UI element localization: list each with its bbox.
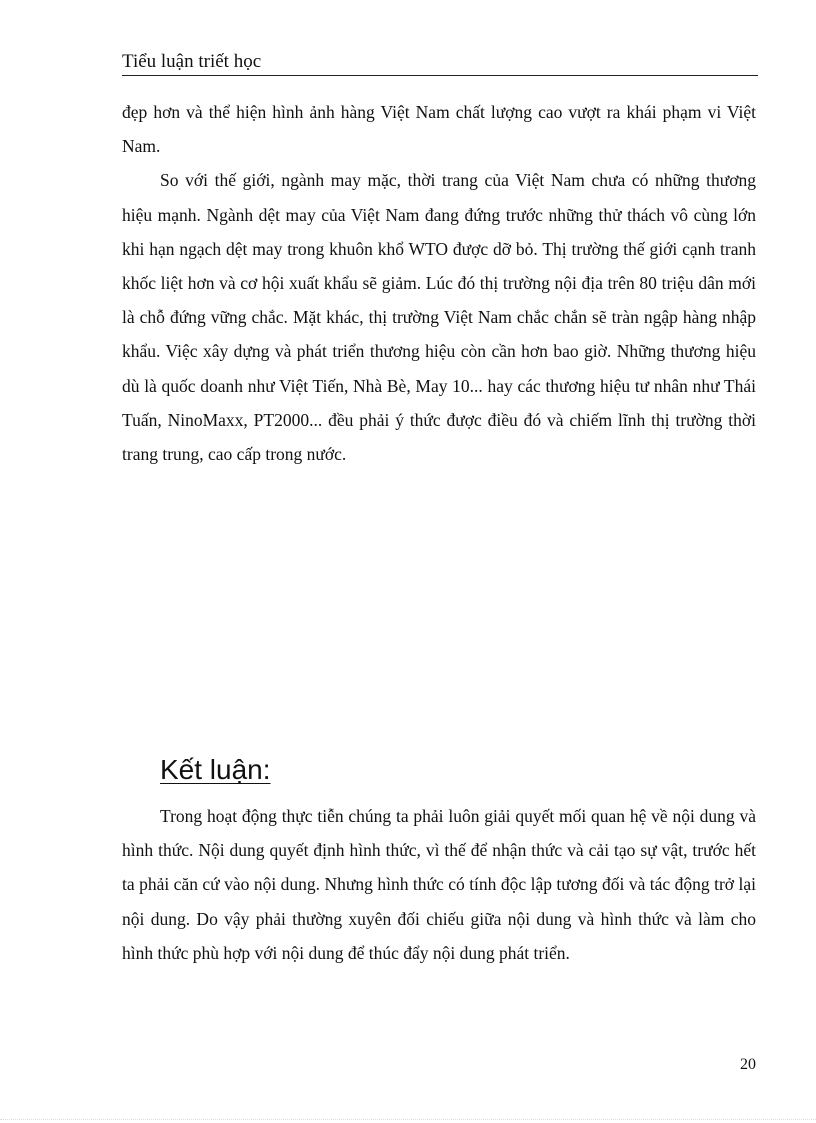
running-header [122,50,758,76]
paragraph: Trong hoạt động thực tiễn chúng ta phải luôn giải quyết mối quan hệ về nội dung và hình thức. Nội dung quyết định hình thức, vì thế để nhận thức và cải tạo sự vật, trước hết ta phải căn cứ vào nội dung. Nhưng hình thức có tính độc lập tương đối và tác động trở lại nội dung. Do vậy phải thường xuyên đối chiếu giữa nội dung và hình thức và làm cho hình thức phù hợp với nội dung để thúc đẩy nội dung phát triển. [122,806,756,963]
paragraph-continued: đẹp hơn và thể hiện hình ảnh hàng Việt Nam chất lượng cao vượt ra khái phạm vi Việt Nam. [122,102,756,157]
conclusion-section [122,799,756,970]
page-edge-divider [0,1119,816,1120]
section-heading-conclusion: Kết luận: [160,754,271,785]
running-header-title: Tiểu luận triết học [122,51,262,72]
body-section [122,95,756,471]
paragraph: So với thế giới, ngành may mặc, thời trang của Việt Nam chưa có những thương hiệu mạnh. Ngành dệt may của Việt Nam đang đứng trước những thử thách vô cùng lớn khi hạn ngạch dệt may trong khuôn khổ WTO được dỡ bỏ. Thị trường thế giới cạnh tranh khốc liệt hơn và cơ hội xuất khẩu sẽ giảm. Lúc đó thị trường nội địa trên 80 triệu dân mới là chỗ đứng vững chắc. Mặt khác, thị trường Việt Nam chắc chắn sẽ tràn ngập hàng nhập khẩu. Việc xây dựng và phát triển thương hiệu còn cần hơn bao giờ. Những thương hiệu dù là quốc doanh như Việt Tiến, Nhà Bè, May 10... hay các thương hiệu tư nhân như Thái Tuấn, NinoMaxx, PT2000... đều phải ý thức được điều đó và chiếm lĩnh thị trường thời trang trung, cao cấp trong nước. [122,170,756,465]
page-number: 20 [740,1056,756,1073]
